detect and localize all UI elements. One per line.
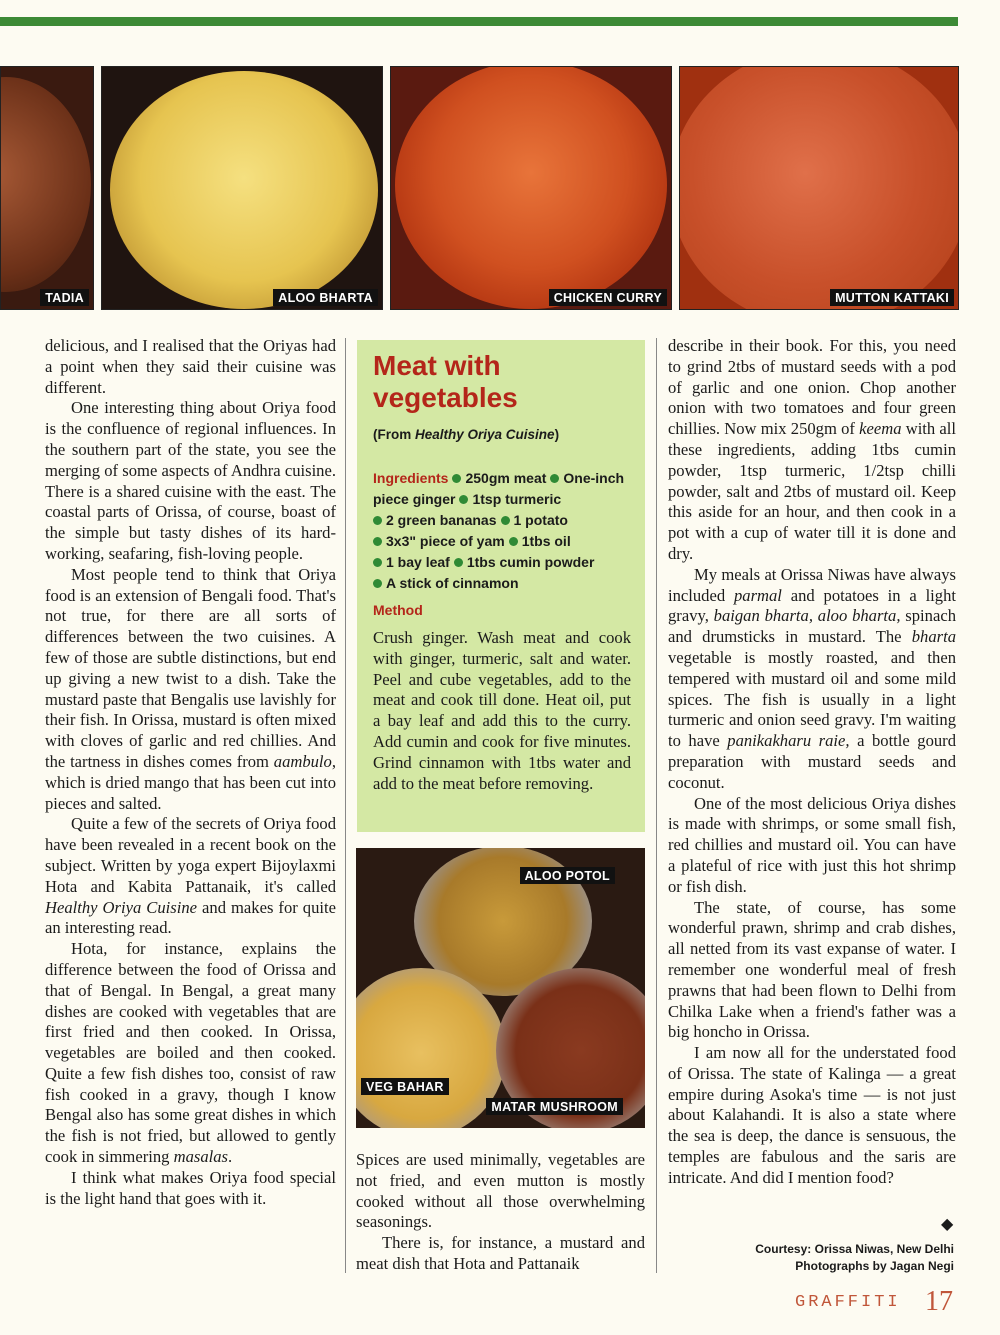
recipe-ingredients <box>373 468 635 594</box>
bullet-icon <box>501 516 510 525</box>
paragraph: Most people tend to think that Oriya food is an extension of Bengali food. That's not true, for there are all sorts of differences between the two cuisines. A few of those are subtle distinctions, but end up giving a new twist to a dish. Take the mustard paste that Bengalis use lavishly for their fish. In Orissa, mustard is often mixed with cloves of garlic and red chillies. And the tartness in dishes comes from aambulo, which is dried mango that has been cut into pieces and salted. <box>45 564 336 813</box>
bullet-icon <box>454 558 463 567</box>
photo-mutton-kattaki <box>679 66 959 310</box>
photo-credits <box>755 1241 954 1275</box>
caption-aloo-bharta: ALOO BHARTA <box>273 289 378 306</box>
photo-bowls <box>356 848 645 1128</box>
caption-tadia: TADIA <box>40 289 89 306</box>
paragraph: Quite a few of the secrets of Oriya food have been revealed in a recent book on the subject. Written by yoga expert Bijoylaxmi Hota and Kabita Pattanaik, it's called Healthy Oriya Cuisine and makes for quite an interesting read. <box>45 814 336 938</box>
ingredient: 1tbs cumin powder <box>466 554 595 570</box>
recipe-title: Meat with vegetables <box>373 350 518 413</box>
paragraph: There is, for instance, a mustard and meat dish that Hota and Pattanaik <box>356 1233 645 1273</box>
article-column-1 <box>45 336 336 1209</box>
mutton-kattaki-dish <box>679 66 959 310</box>
bullet-icon <box>452 474 461 483</box>
courtesy-line: Courtesy: Orissa Niwas, New Delhi <box>755 1242 954 1256</box>
bullet-icon <box>373 537 382 546</box>
end-mark-icon: ◆ <box>941 1216 954 1233</box>
ingredient: 3x3" piece of yam <box>386 533 505 549</box>
paragraph: The state, of course, has some wonderful prawn, shrimp and crab dishes, all netted from its vast expanse of water. I remember one wonderful meal of fresh prawns that had been flown to Delhi from Chilka Lake when a friend's father was a big honcho in Orissa. <box>668 897 956 1042</box>
ingredients-label: Ingredients <box>373 470 449 486</box>
paragraph: Spices are used minimally, vegetables are not fried, and even mutton is mostly cooked without all those overwhelming seasonings. <box>356 1150 645 1232</box>
bullet-icon <box>373 558 382 567</box>
column-rule-left <box>345 338 346 1273</box>
column-rule-right <box>656 338 657 1273</box>
paragraph: One of the most delicious Oriya dishes is made with shrimps, or some small fish, red chillies and mustard oil. You can have a plateful of rice with just this hot shrimp or fish dish. <box>668 793 956 896</box>
chicken-curry-dish <box>395 66 667 309</box>
top-green-rule <box>0 17 958 26</box>
ingredient: One-inch piece ginger <box>373 470 625 507</box>
ingredient: 1tbs oil <box>521 533 571 549</box>
caption-matar-mushroom: MATAR MUSHROOM <box>486 1098 623 1115</box>
paragraph: I am now all for the understated food of Orissa. The state of Kalinga — a great empire during Asoka's time — is not just about Kalahandi. It is also a state where the sea is deep, the dance is sensuous, the temples are fabulous and the saris are intricate. And did I mention food? <box>668 1043 956 1187</box>
article-column-3 <box>668 336 956 1189</box>
tadia-dish <box>0 77 91 292</box>
photo-tadia <box>0 66 94 310</box>
photographer-line: Photographs by Jagan Negi <box>795 1259 954 1273</box>
paragraph: One interesting thing about Oriya food is the confluence of regional influences. In the southern part of the state, you see the merging of some aspects of Andhra cuisine. There is a shared cuisine with the east. The coastal parts of Orissa, of course, boast of the simple but tasty dishes of its hard-working, seafaring, fish-loving people. <box>45 398 336 563</box>
caption-veg-bahar: VEG BAHAR <box>361 1078 449 1095</box>
paragraph: describe in their book. For this, you need to grind 2tbs of mustard seeds with a pod of garlic and one onion. Chop another onion with two tomatoes and four green chillies. Now mix 250gm of keema with all these ingredients, adding 1tbs cumin powder, 1tsp turmeric, 1/2tsp chilli powder, salt and 2tbs of mustard oil. Keep this aside for an hour, and then cook in a pot with a cup of water till it is done and dry. <box>668 336 956 563</box>
ingredient: 1 potato <box>513 512 568 528</box>
photo-aloo-bharta <box>101 66 383 310</box>
page-number: 17 <box>925 1286 953 1317</box>
paragraph: I think what makes Oriya food special is the light hand that goes with it. <box>45 1167 336 1208</box>
paragraph: Hota, for instance, explains the difference between the food of Orissa and that of Bengal. In Bengal, a great many dishes are cooked with vegetables that are first fried and then cooked. In Orissa, vegetables are boiled and then cooked. Quite a few fish dishes too, consist of raw fish cooked in a gravy, though I know Bengal also has some great dishes in which the fish is not fried, but allowed to gently cook in simmering masalas. <box>45 939 336 1167</box>
ingredient: 1 bay leaf <box>386 554 450 570</box>
ingredient: 1tsp turmeric <box>472 491 562 507</box>
ingredient: 250gm meat <box>465 470 547 486</box>
bullet-icon <box>550 474 559 483</box>
caption-mutton-kattaki: MUTTON KATTAKI <box>830 289 954 306</box>
bullet-icon <box>373 579 382 588</box>
photo-chicken-curry <box>390 66 672 310</box>
ingredient: 2 green bananas <box>386 512 497 528</box>
paragraph: delicious, and I realised that the Oriyas had a point when they said their cuisine was different. <box>45 336 336 397</box>
recipe-box <box>357 340 645 832</box>
method-label: Method <box>373 602 423 618</box>
aloo-bharta-dish <box>110 71 378 309</box>
recipe-source: (From Healthy Oriya Cuisine) <box>373 427 560 442</box>
bullet-icon <box>459 495 468 504</box>
bullet-icon <box>373 516 382 525</box>
bullet-icon <box>509 537 518 546</box>
article-column-2 <box>356 1150 645 1275</box>
ingredient: A stick of cinnamon <box>386 575 519 591</box>
caption-aloo-potol: ALOO POTOL <box>520 867 615 884</box>
magazine-brand: GRAFFITI <box>795 1293 901 1312</box>
method-text: Crush ginger. Wash meat and cook with ginger, turmeric, salt and water. Peel and cube vegetables, add to the meat and cook till done. Heat oil, put a bay leaf and add this to the curry. Add cumin and cook for five minutes. Grind cinnamon with 1tbs water and add to the meat before removing. <box>373 628 631 793</box>
paragraph: My meals at Orissa Niwas have always included parmal and potatoes in a light gravy, baigan bharta, aloo bharta, spinach and drumsticks in mustard. The bharta vegetable is mostly roasted, and then tempered with mustard oil and some mild spices. The fish is usually in a light turmeric and onion seed gravy. I'm waiting to have panikakharu raie, a bottle gourd preparation with mustard seeds and coconut. <box>668 564 956 792</box>
caption-chicken-curry: CHICKEN CURRY <box>549 289 667 306</box>
